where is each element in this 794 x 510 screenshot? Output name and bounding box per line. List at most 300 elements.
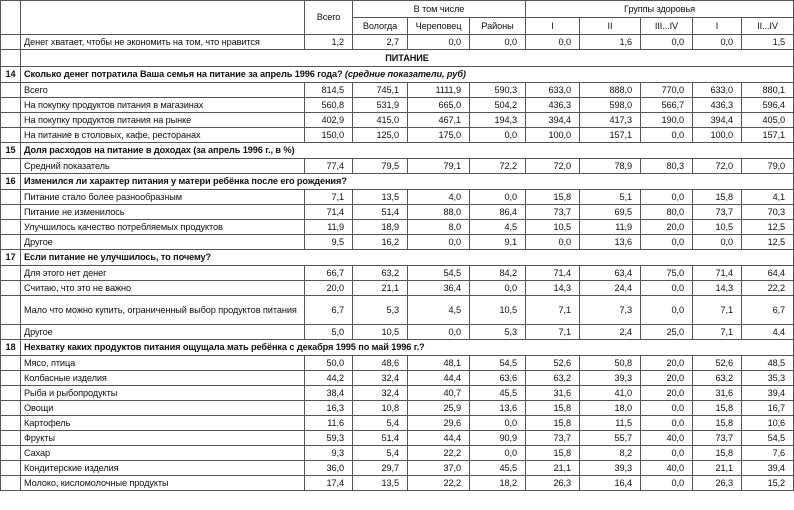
cell: 0,0 bbox=[641, 416, 693, 431]
cell: 4,0 bbox=[408, 190, 470, 205]
cell: 88,0 bbox=[408, 205, 470, 220]
row-label: Средний показатель bbox=[21, 159, 305, 174]
cell: 15,2 bbox=[742, 476, 794, 491]
cell: 9,1 bbox=[470, 235, 526, 250]
cell: 7,3 bbox=[580, 296, 641, 325]
cell: 79,1 bbox=[408, 159, 470, 174]
table-row bbox=[1, 190, 794, 205]
cell: 70,3 bbox=[742, 205, 794, 220]
cell: 0,0 bbox=[641, 401, 693, 416]
row-label: Колбасные изделия bbox=[21, 371, 305, 386]
cell: 40,7 bbox=[408, 386, 470, 401]
table-row bbox=[1, 128, 794, 143]
cell: 51,4 bbox=[353, 205, 408, 220]
cell: 39,3 bbox=[580, 461, 641, 476]
table-row bbox=[1, 281, 794, 296]
cell: 7,1 bbox=[693, 296, 742, 325]
cell: 5,0 bbox=[305, 325, 353, 340]
cell: 52,6 bbox=[693, 356, 742, 371]
cell: 4,4 bbox=[742, 325, 794, 340]
cell: 0,0 bbox=[470, 128, 526, 143]
header-group-5: II...IV bbox=[742, 18, 794, 35]
cell: 10,5 bbox=[526, 220, 580, 235]
row-num bbox=[1, 128, 21, 143]
table-row bbox=[1, 356, 794, 371]
cell: 48,5 bbox=[742, 356, 794, 371]
row-num bbox=[1, 476, 21, 491]
cell: 64,4 bbox=[742, 266, 794, 281]
cell: 10,5 bbox=[353, 325, 408, 340]
cell: 15,8 bbox=[526, 190, 580, 205]
cell: 26,3 bbox=[693, 476, 742, 491]
cell: 63,2 bbox=[353, 266, 408, 281]
cell: 36,4 bbox=[408, 281, 470, 296]
cell: 54,5 bbox=[470, 356, 526, 371]
header-group-2: II bbox=[580, 18, 641, 35]
row-num bbox=[1, 190, 21, 205]
cell: 560,8 bbox=[305, 98, 353, 113]
cell: 29,7 bbox=[353, 461, 408, 476]
cell: 0,0 bbox=[641, 128, 693, 143]
cell: 7,1 bbox=[693, 325, 742, 340]
cell: 44,4 bbox=[408, 431, 470, 446]
cell: 90,9 bbox=[470, 431, 526, 446]
cell: 75,0 bbox=[641, 266, 693, 281]
cell: 84,2 bbox=[470, 266, 526, 281]
question-text: Изменился ли характер питания у матери ребёнка после его рождения? bbox=[24, 176, 347, 186]
cell: 18,9 bbox=[353, 220, 408, 235]
row-num bbox=[1, 446, 21, 461]
row-label: Рыба и рыбопродукты bbox=[21, 386, 305, 401]
cell: 436,3 bbox=[526, 98, 580, 113]
cell: 21,1 bbox=[353, 281, 408, 296]
cell: 63,2 bbox=[693, 371, 742, 386]
cell: 0,0 bbox=[526, 235, 580, 250]
header-group-4: I bbox=[693, 18, 742, 35]
cell: 0,0 bbox=[470, 190, 526, 205]
cell: 566,7 bbox=[641, 98, 693, 113]
cell: 71,4 bbox=[526, 266, 580, 281]
row-label: Улучшилось качество потребляемых продуктов bbox=[21, 220, 305, 235]
cell: 10,8 bbox=[353, 401, 408, 416]
cell: 2,4 bbox=[580, 325, 641, 340]
question-title bbox=[21, 67, 794, 83]
cell: 5,3 bbox=[353, 296, 408, 325]
cell: 13,6 bbox=[470, 401, 526, 416]
cell: 71,4 bbox=[305, 205, 353, 220]
cell: 0,0 bbox=[470, 281, 526, 296]
row-num bbox=[1, 356, 21, 371]
cell: 15,8 bbox=[693, 416, 742, 431]
cell: 72,2 bbox=[470, 159, 526, 174]
cell: 9,5 bbox=[305, 235, 353, 250]
cell: 0,0 bbox=[693, 235, 742, 250]
cell: 888,0 bbox=[580, 83, 641, 98]
cell: 18,0 bbox=[580, 401, 641, 416]
row-label: Молоко, кисломолочные продукты bbox=[21, 476, 305, 491]
cell: 13,5 bbox=[353, 476, 408, 491]
cell: 29,6 bbox=[408, 416, 470, 431]
cell: 5,1 bbox=[580, 190, 641, 205]
cell: 21,1 bbox=[526, 461, 580, 476]
cell: 71,4 bbox=[693, 266, 742, 281]
header-cherepovets: Череповец bbox=[408, 18, 470, 35]
cell: 22,2 bbox=[742, 281, 794, 296]
question-text: Если питание не улучшилось, то почему? bbox=[24, 252, 212, 262]
table-row bbox=[1, 98, 794, 113]
row-num bbox=[1, 461, 21, 476]
cell: 72,0 bbox=[693, 159, 742, 174]
question-number: 16 bbox=[1, 174, 21, 190]
cell: 15,8 bbox=[693, 190, 742, 205]
cell: 5,3 bbox=[470, 325, 526, 340]
cell: 63,6 bbox=[470, 371, 526, 386]
header-districts: Районы bbox=[470, 18, 526, 35]
cell: 15,8 bbox=[526, 446, 580, 461]
cell: 590,3 bbox=[470, 83, 526, 98]
cell: 13,5 bbox=[353, 190, 408, 205]
cell: 31,6 bbox=[526, 386, 580, 401]
cell: 39,3 bbox=[580, 371, 641, 386]
cell: 63,4 bbox=[580, 266, 641, 281]
cell: 41,0 bbox=[580, 386, 641, 401]
cell: 20,0 bbox=[641, 220, 693, 235]
cell: 20,0 bbox=[641, 371, 693, 386]
cell: 504,2 bbox=[470, 98, 526, 113]
header-total: Всего bbox=[305, 1, 353, 35]
cell: 0,0 bbox=[408, 325, 470, 340]
question-text: Сколько денег потратила Ваша семья на питание за апрель 1996 года? bbox=[24, 69, 343, 79]
cell: 16,3 bbox=[305, 401, 353, 416]
cell: 175,0 bbox=[408, 128, 470, 143]
row-num bbox=[1, 296, 21, 325]
cell: 4,5 bbox=[470, 220, 526, 235]
table-row bbox=[1, 386, 794, 401]
cell: 48,1 bbox=[408, 356, 470, 371]
cell: 48,6 bbox=[353, 356, 408, 371]
cell: 52,6 bbox=[526, 356, 580, 371]
cell: 16,7 bbox=[742, 401, 794, 416]
table-row bbox=[1, 296, 794, 325]
cell: 79,5 bbox=[353, 159, 408, 174]
cell: 36,0 bbox=[305, 461, 353, 476]
cell: 9,3 bbox=[305, 446, 353, 461]
cell: 12,5 bbox=[742, 220, 794, 235]
cell: 6,7 bbox=[305, 296, 353, 325]
table-row bbox=[1, 325, 794, 340]
cell: 436,3 bbox=[693, 98, 742, 113]
table-row bbox=[1, 446, 794, 461]
cell: 7,1 bbox=[526, 296, 580, 325]
row-num bbox=[1, 83, 21, 98]
cell: 157,1 bbox=[742, 128, 794, 143]
table-row bbox=[1, 220, 794, 235]
row-label: Питание стало более разнообразным bbox=[21, 190, 305, 205]
cell: 814,5 bbox=[305, 83, 353, 98]
cell: 73,7 bbox=[693, 431, 742, 446]
question-title bbox=[21, 340, 794, 356]
cell: 5,4 bbox=[353, 446, 408, 461]
cell: 59,3 bbox=[305, 431, 353, 446]
cell: 633,0 bbox=[693, 83, 742, 98]
question-note: (средние показатели, руб) bbox=[344, 69, 466, 79]
cell: 86,4 bbox=[470, 205, 526, 220]
cell: 2,7 bbox=[353, 35, 408, 50]
header-group-1: I bbox=[526, 18, 580, 35]
row-label: Овощи bbox=[21, 401, 305, 416]
cell: 12,5 bbox=[742, 235, 794, 250]
cell: 35,3 bbox=[742, 371, 794, 386]
cell: 394,4 bbox=[526, 113, 580, 128]
cell: 40,0 bbox=[641, 461, 693, 476]
cell: 39,4 bbox=[742, 461, 794, 476]
cell: 5,4 bbox=[353, 416, 408, 431]
cell: 25,9 bbox=[408, 401, 470, 416]
cell: 394,4 bbox=[693, 113, 742, 128]
cell: 417,3 bbox=[580, 113, 641, 128]
row-label: Питание не изменилось bbox=[21, 205, 305, 220]
cell: 0,0 bbox=[526, 35, 580, 50]
row-label: Другое bbox=[21, 325, 305, 340]
cell: 1,6 bbox=[580, 35, 641, 50]
cell: 1111,9 bbox=[408, 83, 470, 98]
cell: 1,2 bbox=[305, 35, 353, 50]
cell: 45,5 bbox=[470, 386, 526, 401]
cell: 7,1 bbox=[305, 190, 353, 205]
row-num bbox=[1, 386, 21, 401]
row-num bbox=[1, 205, 21, 220]
row-label: Всего bbox=[21, 83, 305, 98]
cell: 14,3 bbox=[693, 281, 742, 296]
cell: 4,1 bbox=[742, 190, 794, 205]
header-including: В том числе bbox=[353, 1, 526, 18]
table-row bbox=[1, 83, 794, 98]
question-number: 18 bbox=[1, 340, 21, 356]
row-num bbox=[1, 431, 21, 446]
cell: 18,2 bbox=[470, 476, 526, 491]
cell: 17,4 bbox=[305, 476, 353, 491]
cell: 415,0 bbox=[353, 113, 408, 128]
row-num bbox=[1, 416, 21, 431]
cell: 50,8 bbox=[580, 356, 641, 371]
row-label: Мало что можно купить, ограниченный выбор продуктов питания bbox=[21, 296, 305, 325]
cell: 0,0 bbox=[641, 446, 693, 461]
row-label: Для этого нет денег bbox=[21, 266, 305, 281]
cell: 15,8 bbox=[693, 401, 742, 416]
cell: 8,0 bbox=[408, 220, 470, 235]
question-number: 14 bbox=[1, 67, 21, 83]
question-title bbox=[21, 143, 794, 159]
question-text: Доля расходов на питание в доходах (за апрель 1996 г., в %) bbox=[24, 145, 295, 155]
cell: 10,5 bbox=[470, 296, 526, 325]
cell: 0,0 bbox=[693, 35, 742, 50]
cell: 194,3 bbox=[470, 113, 526, 128]
row-num bbox=[1, 98, 21, 113]
cell: 0,0 bbox=[408, 235, 470, 250]
cell: 0,0 bbox=[470, 446, 526, 461]
cell: 1,5 bbox=[742, 35, 794, 50]
cell: 20,0 bbox=[641, 356, 693, 371]
row-num bbox=[1, 266, 21, 281]
row-label: Мясо, птица bbox=[21, 356, 305, 371]
cell: 0,0 bbox=[408, 35, 470, 50]
cell: 11,5 bbox=[580, 416, 641, 431]
cell: 598,0 bbox=[580, 98, 641, 113]
cell: 0,0 bbox=[641, 235, 693, 250]
cell: 79,0 bbox=[742, 159, 794, 174]
row-num bbox=[1, 35, 21, 50]
cell: 10,5 bbox=[693, 220, 742, 235]
cell: 633,0 bbox=[526, 83, 580, 98]
cell: 11,9 bbox=[305, 220, 353, 235]
row-label: Другое bbox=[21, 235, 305, 250]
question-number: 15 bbox=[1, 143, 21, 159]
cell: 72,0 bbox=[526, 159, 580, 174]
section-num bbox=[1, 50, 21, 67]
row-num bbox=[1, 235, 21, 250]
cell: 37,0 bbox=[408, 461, 470, 476]
table-row bbox=[1, 416, 794, 431]
cell: 125,0 bbox=[353, 128, 408, 143]
row-label: Картофель bbox=[21, 416, 305, 431]
cell: 54,5 bbox=[408, 266, 470, 281]
row-num bbox=[1, 113, 21, 128]
question-text: Нехватку каких продуктов питания ощущала мать ребёнка с декабря 1995 по май 1996 г.? bbox=[24, 342, 425, 352]
cell: 73,7 bbox=[693, 205, 742, 220]
cell: 467,1 bbox=[408, 113, 470, 128]
cell: 0,0 bbox=[641, 190, 693, 205]
cell: 40,0 bbox=[641, 431, 693, 446]
cell: 80,3 bbox=[641, 159, 693, 174]
cell: 80,0 bbox=[641, 205, 693, 220]
cell: 73,7 bbox=[526, 205, 580, 220]
cell: 880,1 bbox=[742, 83, 794, 98]
cell: 26,3 bbox=[526, 476, 580, 491]
cell: 51,4 bbox=[353, 431, 408, 446]
table-row bbox=[1, 113, 794, 128]
cell: 0,0 bbox=[470, 35, 526, 50]
cell: 7,1 bbox=[526, 325, 580, 340]
header-health-groups: Группы здоровья bbox=[526, 1, 794, 18]
cell: 11,6 bbox=[305, 416, 353, 431]
cell: 8,2 bbox=[580, 446, 641, 461]
header-empty-label bbox=[21, 1, 305, 35]
cell: 6,7 bbox=[742, 296, 794, 325]
header-group-3: III...IV bbox=[641, 18, 693, 35]
cell: 150,0 bbox=[305, 128, 353, 143]
cell: 32,4 bbox=[353, 386, 408, 401]
row-label: На покупку продуктов питания на рынке bbox=[21, 113, 305, 128]
cell: 0,0 bbox=[641, 296, 693, 325]
header-empty-num bbox=[1, 1, 21, 35]
cell: 0,0 bbox=[641, 476, 693, 491]
cell: 665,0 bbox=[408, 98, 470, 113]
cell: 100,0 bbox=[526, 128, 580, 143]
table-row bbox=[1, 371, 794, 386]
question-number: 17 bbox=[1, 250, 21, 266]
row-num bbox=[1, 159, 21, 174]
cell: 21,1 bbox=[693, 461, 742, 476]
cell: 24,4 bbox=[580, 281, 641, 296]
cell: 77,4 bbox=[305, 159, 353, 174]
question-title bbox=[21, 250, 794, 266]
cell: 55,7 bbox=[580, 431, 641, 446]
cell: 20,0 bbox=[641, 386, 693, 401]
cell: 22,2 bbox=[408, 446, 470, 461]
cell: 10,6 bbox=[742, 416, 794, 431]
table-row bbox=[1, 476, 794, 491]
row-label: Денег хватает, чтобы не экономить на том, что нравится bbox=[21, 35, 305, 50]
cell: 100,0 bbox=[693, 128, 742, 143]
cell: 15,8 bbox=[693, 446, 742, 461]
cell: 66,7 bbox=[305, 266, 353, 281]
cell: 73,7 bbox=[526, 431, 580, 446]
cell: 32,4 bbox=[353, 371, 408, 386]
cell: 44,2 bbox=[305, 371, 353, 386]
table-row bbox=[1, 266, 794, 281]
row-label: Сахар bbox=[21, 446, 305, 461]
cell: 7,6 bbox=[742, 446, 794, 461]
cell: 16,2 bbox=[353, 235, 408, 250]
cell: 745,1 bbox=[353, 83, 408, 98]
cell: 402,9 bbox=[305, 113, 353, 128]
row-num bbox=[1, 371, 21, 386]
row-num bbox=[1, 325, 21, 340]
row-label: На покупку продуктов питания в магазинах bbox=[21, 98, 305, 113]
cell: 78,9 bbox=[580, 159, 641, 174]
cell: 4,5 bbox=[408, 296, 470, 325]
cell: 15,8 bbox=[526, 401, 580, 416]
cell: 0,0 bbox=[641, 281, 693, 296]
cell: 14,3 bbox=[526, 281, 580, 296]
cell: 38,4 bbox=[305, 386, 353, 401]
cell: 16,4 bbox=[580, 476, 641, 491]
table-row bbox=[1, 205, 794, 220]
row-label: Кондитерские изделия bbox=[21, 461, 305, 476]
cell: 157,1 bbox=[580, 128, 641, 143]
cell: 596,4 bbox=[742, 98, 794, 113]
cell: 190,0 bbox=[641, 113, 693, 128]
cell: 63,2 bbox=[526, 371, 580, 386]
cell: 770,0 bbox=[641, 83, 693, 98]
cell: 25,0 bbox=[641, 325, 693, 340]
cell: 0,0 bbox=[641, 35, 693, 50]
cell: 69,5 bbox=[580, 205, 641, 220]
cell: 0,0 bbox=[470, 416, 526, 431]
row-num bbox=[1, 401, 21, 416]
table-row bbox=[1, 235, 794, 250]
cell: 405,0 bbox=[742, 113, 794, 128]
row-label: Считаю, что это не важно bbox=[21, 281, 305, 296]
row-num bbox=[1, 281, 21, 296]
row-label: Фрукты bbox=[21, 431, 305, 446]
table-row bbox=[1, 401, 794, 416]
cell: 20,0 bbox=[305, 281, 353, 296]
cell: 45,5 bbox=[470, 461, 526, 476]
table-row bbox=[1, 159, 794, 174]
cell: 50,0 bbox=[305, 356, 353, 371]
cell: 531,9 bbox=[353, 98, 408, 113]
cell: 39,4 bbox=[742, 386, 794, 401]
section-title: ПИТАНИЕ bbox=[21, 50, 794, 67]
cell: 11,9 bbox=[580, 220, 641, 235]
table-row bbox=[1, 431, 794, 446]
header-vologda: Вологда bbox=[353, 18, 408, 35]
cell: 31,6 bbox=[693, 386, 742, 401]
cell: 44,4 bbox=[408, 371, 470, 386]
cell: 22,2 bbox=[408, 476, 470, 491]
cell: 54,5 bbox=[742, 431, 794, 446]
